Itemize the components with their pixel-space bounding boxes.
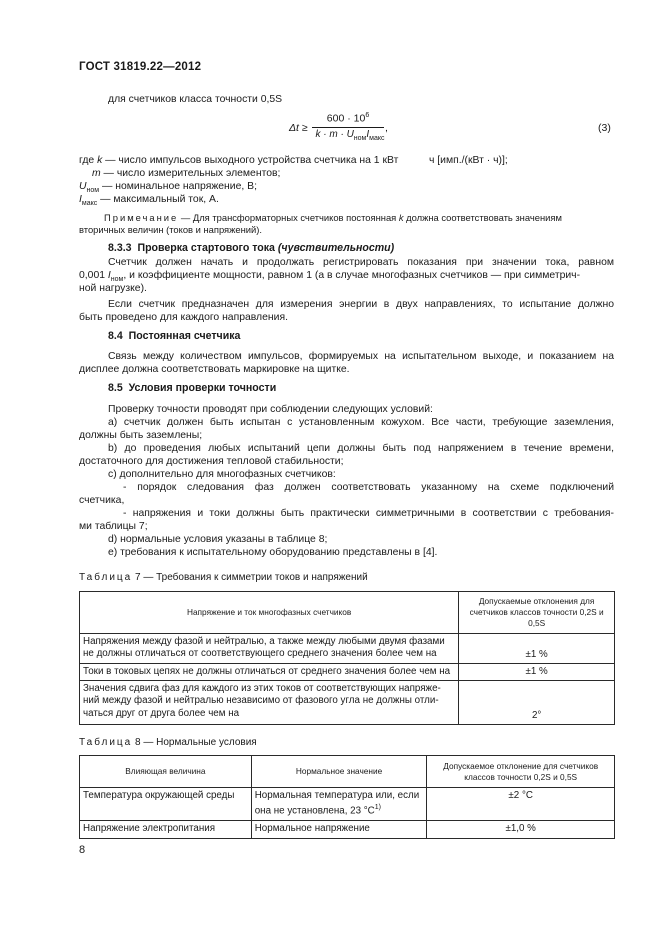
fraction-bar	[312, 127, 384, 128]
table7-row3-l2: ний между фазой и нейтралью независимо от фазового угла не должны отли-	[83, 695, 439, 707]
def-m-text: — число измерительных элементов;	[100, 168, 281, 179]
formula-number: (3)	[598, 122, 611, 134]
numerator-exponent: 6	[365, 112, 370, 119]
table7-header-row	[80, 592, 615, 634]
table8-row1-footnote-mark: 1)	[374, 804, 381, 812]
table8-row2-normal: Нормальное напряжение	[251, 820, 427, 838]
numerator-text: 600 · 10	[326, 112, 366, 125]
table8-row2-dev: ±1,0 %	[427, 820, 615, 838]
table8-col2-header: Нормальное значение	[251, 756, 427, 788]
table-7	[79, 591, 615, 725]
s85-c2-l2: ми таблицы 7;	[79, 521, 148, 532]
note-label: Примечание	[104, 212, 179, 223]
table7-row3-value: 2°	[459, 681, 615, 725]
table7-row3-l3: чаться друг от друга более чем на	[83, 707, 240, 719]
table8-row1-normal-l2: она не установлена, 23 °С	[254, 805, 375, 817]
note-k: k	[398, 212, 404, 223]
table8-row1-normal-l1: Нормальная температура или, если	[254, 790, 420, 801]
def-k-text: — число импульсов выходного устройства счетчика на 1 кВт	[102, 155, 399, 166]
formula-denominator	[310, 129, 390, 142]
section-833-title: Проверка стартового тока	[137, 242, 275, 254]
table8-row2-param: Напряжение электропитания	[80, 820, 252, 838]
s85-a-l1: а) счетчик должен быть испытан с установленным кожухом. Все части, требующие заземления,	[108, 417, 614, 428]
def-i-symbol: I	[79, 194, 82, 205]
s85-e: e) требования к испытательному оборудованию представлены в [4].	[108, 547, 438, 558]
intro-line: для счетчиков класса точности 0,5S	[108, 94, 283, 105]
s833-p2-l1: Если счетчик предназначен для измерения энергии в двух направлениях, то испытание должно	[108, 299, 614, 310]
table8-header-row	[80, 756, 615, 788]
note-line-2: вторичных величин (токов и напряжений).	[79, 224, 262, 235]
table8-col3-header: Допускаемое отклонение для счетчиков классов точности 0,2S и 0,5S	[427, 756, 615, 788]
section-833-title-italic: (чувствительности)	[277, 242, 395, 254]
table7-row1-l2: не должны отличаться от соответствующего среднего значения более чем на	[83, 648, 437, 660]
note-text-2: должна соответствовать значениям	[403, 212, 562, 223]
def-u-symbol: U	[79, 181, 87, 192]
table7-row	[80, 664, 615, 681]
table8-caption-text: — Нормальные условия	[140, 737, 257, 748]
denominator-nom: ном	[353, 135, 367, 142]
s85-c-l1: с) дополнительно для многофазных счетчиков:	[108, 469, 336, 480]
section-84-title: Постоянная счетчика	[128, 330, 241, 342]
s85-c2-l1: - напряжения и токи должны быть практически симметричными в соответствии с требования-	[123, 508, 614, 519]
def-u-text: — номинальное напряжение, В;	[99, 181, 257, 192]
section-84-heading	[108, 330, 240, 342]
def-m-symbol: m	[92, 168, 101, 179]
s85-c1-l1: - порядок следования фаз должен соответствовать указанному на схеме подключений	[123, 482, 614, 493]
def-k-symbol: k	[97, 155, 103, 166]
table8-caption-label: Таблица	[79, 737, 133, 748]
section-85-title: Условия проверки точности	[128, 382, 277, 394]
table8-caption	[79, 737, 257, 748]
table7-row3-param	[80, 681, 459, 725]
table8-row1-normal	[251, 788, 427, 821]
denominator-maks: макс	[369, 135, 385, 142]
def-k	[79, 154, 398, 167]
table7-caption	[79, 572, 368, 583]
s85-b-l1: b) до проведения любых испытаний цепи должны быть под напряжением в течение времени,	[108, 443, 614, 454]
def-m	[92, 167, 280, 180]
def-u-sub: ном	[86, 187, 100, 195]
table8-row1-param: Температура окружающей среды	[80, 788, 252, 821]
table7-caption-label: Таблица	[79, 572, 133, 583]
table8-row	[80, 788, 615, 821]
table7-row	[80, 681, 615, 725]
table8-row	[80, 820, 615, 838]
section-85-heading	[108, 382, 276, 394]
section-85-num: 8.5	[108, 382, 123, 394]
table8-row1-dev: ±2 °С	[427, 788, 615, 821]
note-text-1: — Для трансформаторных счетчиков постоянная	[178, 212, 399, 223]
table7-row1-l1: Напряжения между фазой и нейтралью, а также между любыми двумя фазами	[83, 636, 445, 647]
def-k-unit: ч [имп./(кВт · ч)];	[429, 155, 508, 166]
def-i	[79, 193, 219, 210]
denominator-km: k · m · U	[315, 129, 354, 140]
table7-row1-value: ±1 %	[459, 634, 615, 664]
table7-row1-param	[80, 634, 459, 664]
s833-p1-l2	[79, 269, 614, 286]
denominator-i: I	[366, 129, 370, 140]
s85-b-l2: достаточного для достижения тепловой стабильности;	[79, 456, 344, 467]
table7-caption-text: — Требования к симметрии токов и напряжений	[140, 572, 368, 583]
table7-row2-value: ±1 %	[459, 664, 615, 681]
standard-code: ГОСТ 31819.22—2012	[79, 61, 202, 73]
s833-p2-l2: быть проведено для каждого направления.	[79, 312, 288, 323]
table7-col1-header: Напряжение и ток многофазных счетчиков	[80, 592, 459, 634]
def-k-pre: где	[79, 155, 98, 166]
def-i-sub: макс	[81, 200, 98, 208]
s85-c1-l2: счетчика,	[79, 495, 125, 506]
s833-p1-l2b: , и коэффициенте мощности, равном 1 (а в случае многофазных счетчиков — при симметрич-	[123, 270, 581, 281]
section-833-num: 8.3.3	[108, 242, 132, 254]
s84-p-l1: Связь между количеством импульсов, формируемых на испытательном выходе, и показанием на	[108, 351, 614, 362]
s85-d: d) нормальные условия указаны в таблице 8;	[108, 534, 328, 545]
formula-lhs	[289, 122, 308, 134]
table7-row2-param: Токи в токовых цепях не должны отличаться от среднего значения более чем на	[80, 664, 459, 681]
table7-row3-l1: Значения сдвига фаз для каждого из этих токов от соответствующих напряже-	[83, 683, 441, 695]
table8-row1-normal-l2-wrap	[255, 802, 424, 817]
table7-row	[80, 634, 615, 664]
note-line-1	[104, 212, 616, 223]
table7-caption-num: 7	[135, 572, 141, 583]
s833-p1-i: I	[107, 270, 111, 281]
formula-lhs-text: Δt ≥	[289, 122, 308, 134]
section-833-heading	[108, 242, 394, 254]
table8-col1-header: Влияющая величина	[80, 756, 252, 788]
s85-intro: Проверку точности проводят при соблюдении следующих условий:	[108, 404, 433, 415]
page-number: 8	[79, 844, 86, 856]
section-84-num: 8.4	[108, 330, 123, 342]
s84-p-l2: дисплее должна соответствовать маркировке на щитке.	[79, 364, 350, 375]
s833-p1-l3: ной нагрузке).	[79, 283, 147, 294]
s85-a-l2: должны быть заземлены;	[79, 430, 203, 441]
def-i-text: — максимальный ток, А.	[97, 194, 219, 205]
table-8	[79, 755, 615, 839]
formula-numerator	[312, 112, 384, 125]
s833-p1-l1: Счетчик должен начать и продолжать регистрировать показания при значении тока, равном	[108, 257, 614, 268]
formula-comma: ,	[385, 122, 388, 134]
table8-caption-num: 8	[135, 737, 141, 748]
table7-col2-header: Допускаемые отклонения для счетчиков классов точности 0,2S и 0,5S	[459, 592, 615, 634]
s833-p1-sub: ном	[110, 276, 124, 284]
s833-p1-l2a: 0,001	[79, 270, 108, 281]
